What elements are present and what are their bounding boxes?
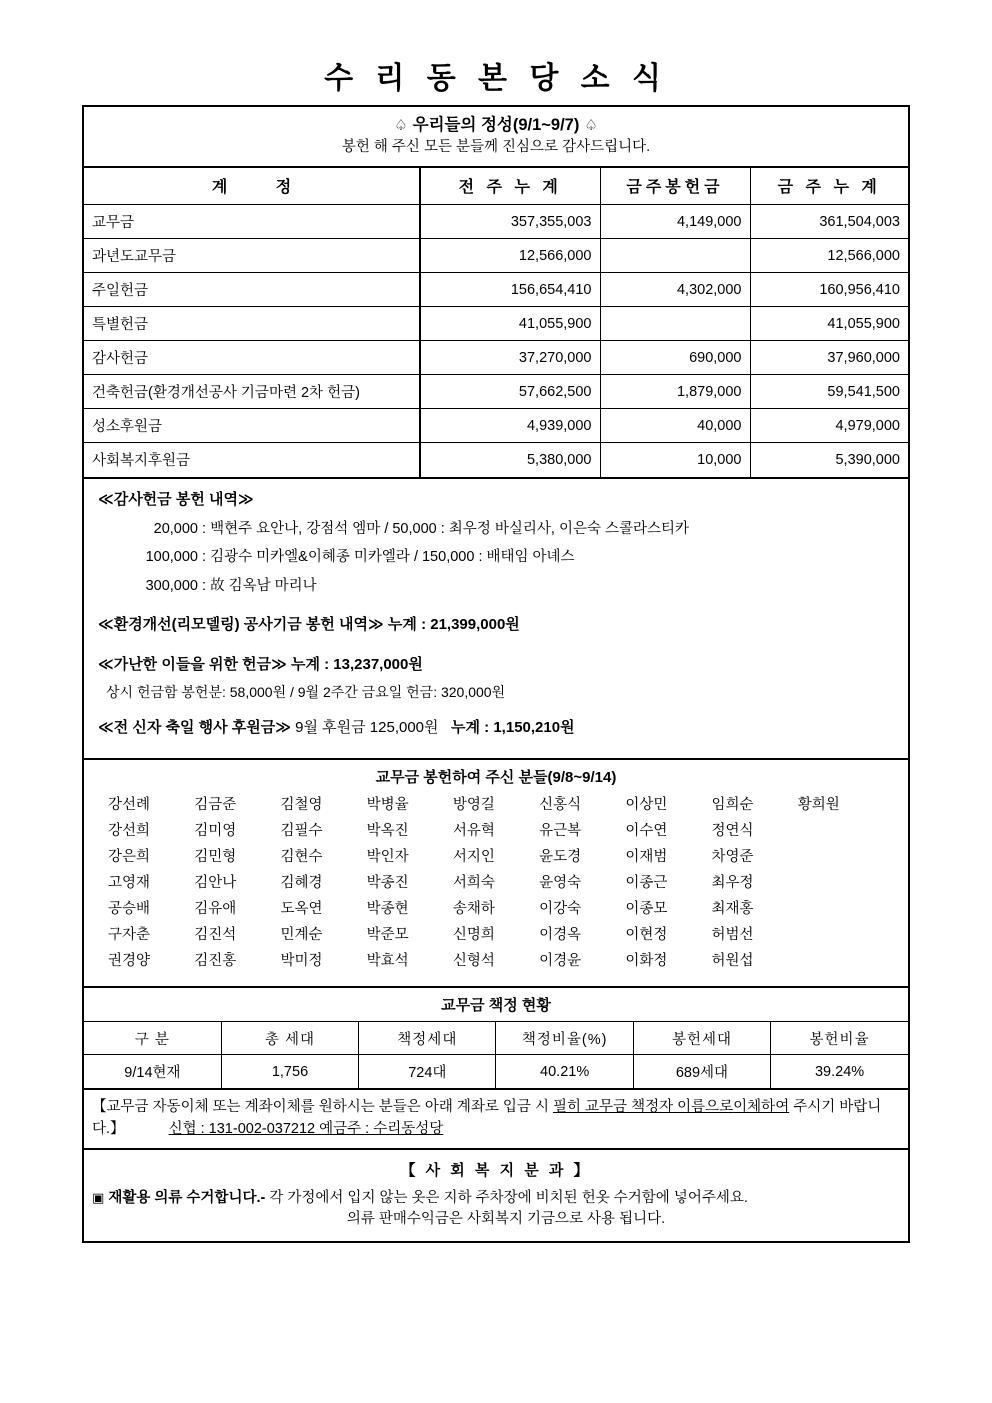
donor-name: 강은희 — [108, 848, 151, 865]
donor-name: 최우정 — [711, 874, 754, 891]
donor-column — [453, 792, 539, 974]
thanksgiving-line: 100,000 : 김광수 미카엘&이혜종 미카엘라 / 150,000 : 배태임 아녜스 — [98, 543, 894, 571]
finance-header-prev: 전 주 누 계 — [420, 168, 600, 205]
donor-name: 박병율 — [366, 796, 409, 813]
donor-name: 최재홍 — [711, 900, 754, 917]
donor-column — [798, 792, 884, 974]
donor-name: 박옥진 — [366, 822, 409, 839]
donor-name: 강선례 — [108, 796, 151, 813]
stats-value-division: 9/14현재 — [84, 1055, 221, 1088]
stats-value-offering-rate: 39.24% — [771, 1055, 908, 1088]
finance-account: 성소후원금 — [84, 409, 420, 443]
donor-name: 윤영숙 — [539, 874, 582, 891]
stats-value-total-households: 1,756 — [221, 1055, 358, 1088]
finance-total: 4,979,000 — [750, 409, 908, 443]
finance-prev: 37,270,000 — [420, 341, 600, 375]
welfare-notice-line-2: 의류 판매수익금은 사회복지 기금으로 사용 됩니다. — [346, 1211, 666, 1228]
table-row — [84, 239, 908, 273]
finance-week: 4,302,000 — [600, 273, 750, 307]
donor-name: 차영준 — [711, 848, 754, 865]
finance-prev: 57,662,500 — [420, 375, 600, 409]
finance-prev: 5,380,000 — [420, 443, 600, 477]
spacer — [98, 640, 894, 654]
finance-table — [84, 168, 908, 477]
welfare-notice-body: 각 가정에서 입지 않는 옷은 지하 주차장에 비치된 헌옷 수거함에 넣어주세요. — [265, 1189, 748, 1206]
offering-banner — [84, 107, 908, 168]
poor-fund-row — [98, 654, 894, 677]
stats-value-assessed-rate: 40.21% — [496, 1055, 633, 1088]
donor-column — [712, 792, 798, 974]
donor-name: 서지인 — [452, 848, 495, 865]
thanksgiving-names: 故 김옥남 마리나 — [210, 577, 317, 594]
account-notice-text-1: 【교무금 자동이체 또는 계좌이체를 원하시는 분들은 아래 계좌로 입금 시 — [92, 1098, 553, 1115]
finance-total: 59,541,500 — [750, 375, 908, 409]
finance-total: 37,960,000 — [750, 341, 908, 375]
donor-name: 이종근 — [625, 874, 668, 891]
finance-account: 주일헌금 — [84, 273, 420, 307]
finance-week: 10,000 — [600, 443, 750, 477]
donor-name: 박종진 — [366, 874, 409, 891]
stats-value-offering-households: 689세대 — [633, 1055, 770, 1088]
table-row — [84, 409, 908, 443]
donor-name: 서유혁 — [452, 822, 495, 839]
finance-week: 690,000 — [600, 341, 750, 375]
donor-name: 이경윤 — [539, 952, 582, 969]
donor-name: 김진석 — [194, 926, 237, 943]
donor-name: 이종모 — [625, 900, 668, 917]
donor-column — [367, 792, 453, 974]
page-title: 수 리 동 본 당 소 식 — [324, 62, 668, 95]
poor-fund-title: ≪가난한 이들을 위한 헌금≫ — [98, 656, 287, 674]
finance-account: 건축헌금(환경개선공사 기금마련 2차 헌금) — [84, 375, 420, 409]
donor-name: 이경옥 — [539, 926, 582, 943]
donor-column — [625, 792, 711, 974]
donor-column — [280, 792, 366, 974]
donor-name: 민계순 — [280, 926, 323, 943]
finance-week: 1,879,000 — [600, 375, 750, 409]
finance-total: 160,956,410 — [750, 273, 908, 307]
donor-name: 윤도경 — [539, 848, 582, 865]
donor-name: 김미영 — [194, 822, 237, 839]
finance-prev: 41,055,900 — [420, 307, 600, 341]
thanksgiving-line: 300,000 : 故 김옥남 마리나 — [98, 572, 894, 600]
stats-header-offering-households: 봉헌세대 — [633, 1022, 770, 1055]
thanksgiving-names: 백현주 요안나, 강점석 엠마 / 50,000 : 최우정 바실리사, 이은숙 스콜라스티카 — [210, 521, 690, 538]
donor-name: 이화정 — [625, 952, 668, 969]
finance-table-wrap — [84, 168, 908, 479]
assessment-stats-title: 교무금 책정 현황 — [84, 988, 908, 1022]
finance-header-week: 금주봉헌금 — [600, 168, 750, 205]
donor-column — [108, 792, 194, 974]
donor-name: 김민형 — [194, 848, 237, 865]
donor-name: 신형석 — [452, 952, 495, 969]
account-notice-underline-2: 이체하여 — [733, 1098, 790, 1115]
table-row — [84, 273, 908, 307]
donor-name: 도옥연 — [280, 900, 323, 917]
donor-name: 고영재 — [108, 874, 151, 891]
assessment-stats-block — [84, 988, 908, 1090]
offering-notes — [84, 479, 908, 760]
donor-name: 김금준 — [194, 796, 237, 813]
donor-name: 신명희 — [452, 926, 495, 943]
donor-name: 구자춘 — [108, 926, 151, 943]
finance-header-account: 계 정 — [84, 168, 420, 205]
finance-total: 361,504,003 — [750, 205, 908, 239]
table-row — [84, 1055, 908, 1088]
thanksgiving-line: 20,000 : 백현주 요안나, 강점석 엠마 / 50,000 : 최우정 바실리사, 이은숙 스콜라스티카 — [98, 515, 894, 543]
donor-name: 권경양 — [108, 952, 151, 969]
donor-name: 이상민 — [625, 796, 668, 813]
finance-header-row — [84, 168, 908, 205]
feast-fund-value: 누계 : 1,150,210원 — [451, 719, 575, 737]
finance-week: 40,000 — [600, 409, 750, 443]
finance-total: 5,390,000 — [750, 443, 908, 477]
table-row — [84, 205, 908, 239]
welfare-notice-lead: 재활용 의류 수거합니다.- — [108, 1189, 266, 1206]
banner-heading: 우리들의 정성(9/1~9/7) — [412, 116, 580, 134]
table-row — [84, 307, 908, 341]
donor-name: 이수연 — [625, 822, 668, 839]
donor-name: 박종현 — [366, 900, 409, 917]
donor-names-block — [84, 760, 908, 988]
thanksgiving-title: ≪감사헌금 봉헌 내역≫ — [98, 490, 254, 508]
donor-name: 박미정 — [280, 952, 323, 969]
thanksgiving-amount: 20,000 — [153, 521, 198, 538]
stats-header-assessed-rate: 책정비율(%) — [496, 1022, 633, 1055]
remodel-fund-value: 누계 : 21,399,000원 — [387, 615, 520, 633]
finance-header-total: 금 주 누 계 — [750, 168, 908, 205]
donor-column — [539, 792, 625, 974]
finance-prev: 156,654,410 — [420, 273, 600, 307]
donor-name: 박준모 — [366, 926, 409, 943]
welfare-notice-line-1 — [92, 1188, 900, 1210]
donor-name: 박인자 — [366, 848, 409, 865]
stats-header-row — [84, 1022, 908, 1055]
finance-prev: 357,355,003 — [420, 205, 600, 239]
finance-account: 과년도교무금 — [84, 239, 420, 273]
donor-name: 허원섭 — [711, 952, 754, 969]
finance-total: 12,566,000 — [750, 239, 908, 273]
donor-column — [194, 792, 280, 974]
finance-account: 감사헌금 — [84, 341, 420, 375]
finance-week: 4,149,000 — [600, 205, 750, 239]
donor-name: 이강숙 — [539, 900, 582, 917]
donor-name: 정연식 — [711, 822, 754, 839]
finance-week — [600, 239, 750, 273]
donor-name: 김현수 — [280, 848, 323, 865]
donor-name: 황희원 — [797, 796, 840, 813]
finance-week — [600, 307, 750, 341]
donor-name: 서희숙 — [452, 874, 495, 891]
donor-name: 송채하 — [452, 900, 495, 917]
donor-name: 허범선 — [711, 926, 754, 943]
stats-header-total-households: 총 세대 — [221, 1022, 358, 1055]
donor-name: 김혜경 — [280, 874, 323, 891]
donor-name: 방영길 — [452, 796, 495, 813]
donor-name: 김안나 — [194, 874, 237, 891]
donor-name: 유근복 — [539, 822, 582, 839]
welfare-section-title: 【 사 회 복 지 분 과 】 — [400, 1161, 592, 1179]
donor-names-title: 교무금 봉헌하여 주신 분들(9/8~9/14) — [375, 768, 617, 786]
account-notice-text-2: 주시기 바랍니다.】 — [92, 1098, 882, 1138]
stats-header-assessed-households: 책정세대 — [359, 1022, 496, 1055]
donor-name: 이재범 — [625, 848, 668, 865]
stats-header-offering-rate: 봉헌비율 — [771, 1022, 908, 1055]
thanksgiving-amount: 100,000 — [145, 549, 198, 566]
table-row — [84, 443, 908, 477]
finance-account: 교무금 — [84, 205, 420, 239]
donor-name: 강선희 — [108, 822, 151, 839]
filled-square-bullet-icon: ▣ — [92, 1189, 105, 1205]
donor-name: 김유애 — [194, 900, 237, 917]
donor-names-grid — [84, 792, 908, 986]
finance-prev: 12,566,000 — [420, 239, 600, 273]
thanksgiving-names: 김광수 미카엘&이혜종 미카엘라 / 150,000 : 배태임 아녜스 — [210, 549, 575, 566]
feast-fund-detail: 9월 후원금 125,000원 — [295, 719, 439, 737]
donor-name: 신홍식 — [539, 796, 582, 813]
spacer — [98, 703, 894, 717]
thanksgiving-amount: 300,000 — [145, 577, 198, 594]
bulletin-frame — [82, 105, 910, 1243]
donor-name: 이현정 — [625, 926, 668, 943]
donor-name: 공승배 — [108, 900, 151, 917]
account-notice — [84, 1090, 908, 1150]
feast-fund-row — [98, 717, 894, 740]
finance-account: 특별헌금 — [84, 307, 420, 341]
stats-value-assessed-households: 724대 — [359, 1055, 496, 1088]
bank-account-info: 신협 : 131-002-037212 예금주 : 수리동성당 — [168, 1121, 444, 1138]
spacer — [98, 600, 894, 614]
donor-name: 임희순 — [711, 796, 754, 813]
table-row — [84, 341, 908, 375]
banner-subtitle: 봉헌 해 주신 모든 분들께 진심으로 감사드립니다. — [341, 139, 651, 156]
donor-name: 김철영 — [280, 796, 323, 813]
poor-fund-value: 누계 : 13,237,000원 — [290, 656, 423, 674]
donor-name: 박효석 — [366, 952, 409, 969]
donor-name: 김진홍 — [194, 952, 237, 969]
finance-account: 사회복지후원금 — [84, 443, 420, 477]
stats-header-division: 구 분 — [84, 1022, 221, 1055]
assessment-stats-table — [84, 1022, 908, 1088]
finance-prev: 4,939,000 — [420, 409, 600, 443]
welfare-section — [84, 1150, 908, 1242]
feast-fund-title: ≪전 신자 축일 행사 후원금≫ — [98, 719, 291, 737]
donor-name: 김필수 — [280, 822, 323, 839]
remodel-fund-title: ≪환경개선(리모델링) 공사기금 봉헌 내역≫ — [98, 615, 384, 633]
poor-fund-detail: 상시 헌금함 봉헌분: 58,000원 / 9월 2주간 금요일 헌금: 320,000원 — [106, 683, 506, 700]
spade-icon-left: ♤ — [394, 117, 408, 134]
finance-total: 41,055,900 — [750, 307, 908, 341]
account-notice-underline-1: 필히 교무금 책정자 이름으로 — [553, 1098, 734, 1115]
banner-heading-row — [84, 114, 908, 136]
table-row — [84, 375, 908, 409]
remodel-fund-row — [98, 614, 894, 637]
spade-icon-right: ♤ — [584, 117, 598, 134]
